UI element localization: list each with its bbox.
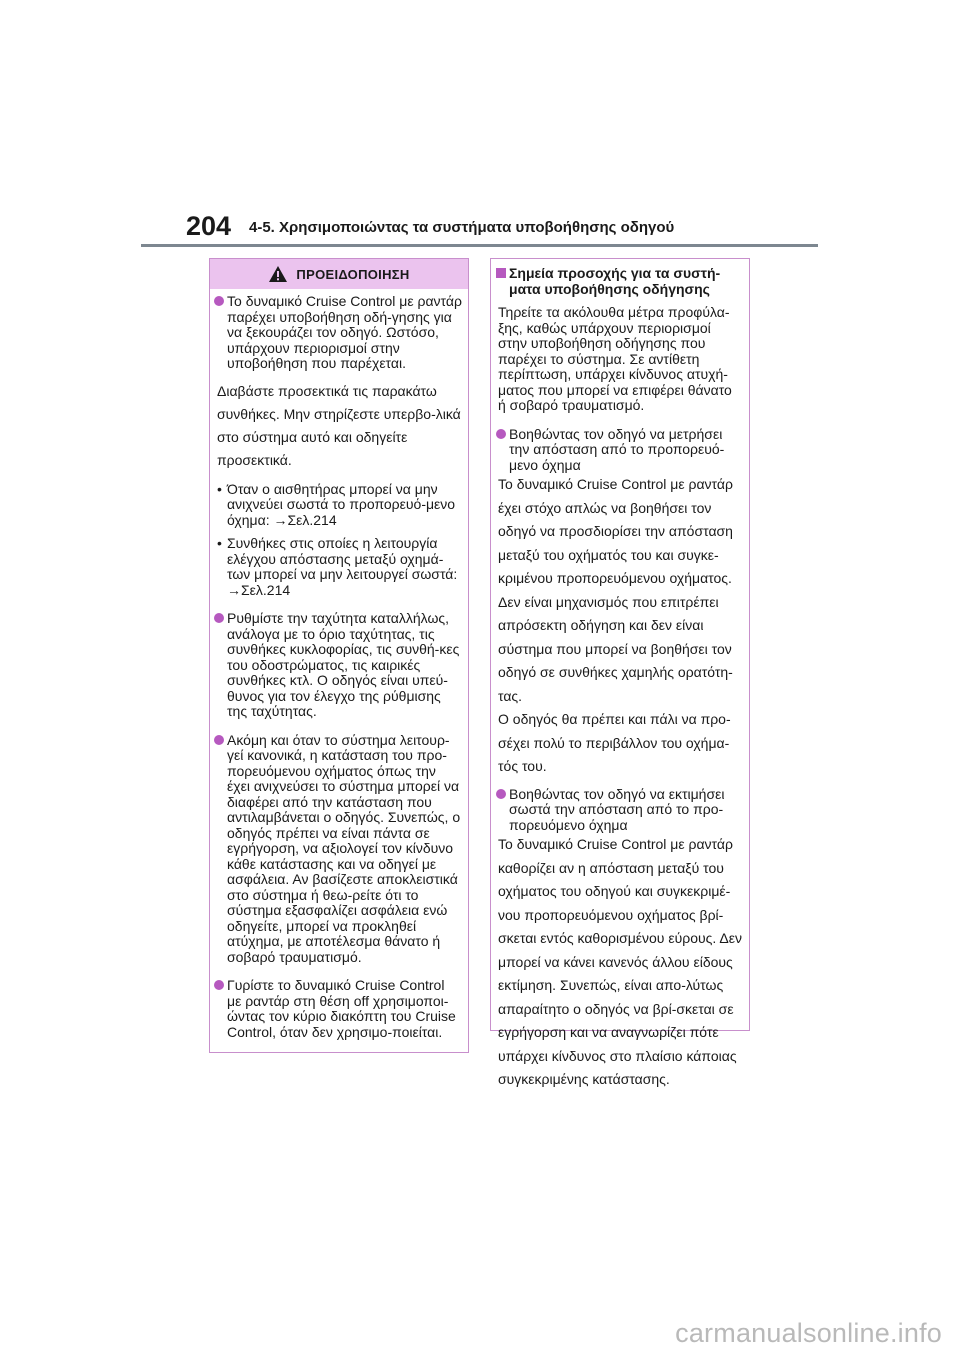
watermark: carmanualsonline.info	[675, 1318, 942, 1348]
square-bullet-icon	[496, 268, 506, 278]
warning-bullet: Ακόμη και όταν το σύστημα λειτουρ-γεί κανονικά, η κατάσταση του προ-πορευόμενου οχήματος όπως την έχει ανιχνεύσει το σύστημα μπορεί να διαφέρει από την κατάσταση που αντιλαμβάνεται ο οδηγός. Συνεπώς, ο οδηγός πρέπει να είναι πάντα σε εγρήγορση, να αξιολογεί τον κίνδυνο κάθε κατάστασης και να οδηγεί με ασφάλεια. Αν βασίζεστε αποκλειστικά στο σύστημα ή θεω-ρείτε ότι το σύστημα εξασφαλίζει ασφάλεια ενώ οδηγείτε, μπορεί να προκληθεί ατύχημα, με αποτέλεσμα θάνατο ή σοβαρό τραυματισμό.	[210, 733, 462, 966]
bullet-dot-icon	[214, 296, 224, 306]
warning-bullet: Γυρίστε το δυναμικό Cruise Control με ραντάρ στη θέση off χρησιμοποι-ώντας τον κύριο διακόπτη του Cruise Control, όταν δεν χρησιμο-ποιείται.	[210, 978, 462, 1040]
warning-box	[209, 258, 469, 1053]
info-paragraph: Το δυναμικό Cruise Control με ραντάρ καθορίζει αν η απόσταση μεταξύ του οχήματος του οδηγού και συγκεκριμέ-νου προπορευόμενου οχήματος βρί-σκεται εντός καθορισμένου εύρους. Δεν μπορεί να κάνει κανενός άλλου είδους εκτίμηση. Συνεπώς, είναι απο-λύτως απαραίτητο ο οδηγός να βρί-σκεται σε εγρήγορση και να αναγνωρίζει πότε υπάρχει κίνδυνος στο πλαίσιο κάποιας συγκεκριμένης κατάστασης.	[498, 836, 743, 1087]
bullet-dot-icon	[214, 980, 224, 990]
info-bullet: Βοηθώντας τον οδηγό να μετρήσει την απόσταση από το προπορευό-μενο όχημα	[491, 427, 743, 474]
warning-bullet: Ρυθμίστε την ταχύτητα καταλλήλως, ανάλογα με το όριο ταχύτητας, τις συνθήκες κυκλοφορίας, τις συνθή-κες του οδοστρώματος, τις καιρικές συνθήκες κτλ. Ο οδηγός είναι υπεύ-θυνος για τον έλεγχο της ρύθμισης της ταχύτητας.	[210, 611, 462, 720]
warning-triangle-icon	[268, 265, 288, 283]
warning-read-paragraph: Διαβάστε προσεκτικά τις παρακάτω συνθήκες. Μην στηρίζεστε υπερβο-λικά στο σύστημα αυτό και οδηγείτε προσεκτικά.	[217, 382, 461, 468]
header-divider	[141, 244, 818, 247]
info-paragraph: Ο οδηγός θα πρέπει και πάλι να προ-σέχει πολύ το περιβάλλον του οχήμα-τός του.	[498, 711, 731, 774]
bullet-dot-icon	[214, 613, 224, 623]
warning-sub-item: • Συνθήκες στις οποίες η λειτουργία ελέγχου απόστασης μεταξύ οχημά-των μπορεί να μην λειτουργεί σωστά: →Σελ.214	[217, 535, 458, 598]
info-body	[491, 259, 749, 1092]
info-paragraph: Το δυναμικό Cruise Control με ραντάρ έχει στόχο απλώς να βοηθήσει τον οδηγό να προσδιορίσει την απόσταση μεταξύ του οχήματός του και συγκε-κριμένου προπορευόμενου οχήματος. Δεν είναι μηχανισμός που επιτρέπει απρόσεκτη οδήγηση και δεν είναι σύστημα που μπορεί να βοηθήσει τον οδηγό σε συνθήκες χαμηλής ορατότη-τας.	[498, 476, 733, 704]
page-number: 204	[186, 211, 232, 241]
warning-intro-bullet: Το δυναμικό Cruise Control με ραντάρ παρέχει υποβοήθηση οδή-γησης για να ξεκουράζει τον οδηγό. Ωστόσο, υπάρχουν περιορισμοί στην υποβοήθηση που παρέχεται.	[210, 294, 462, 372]
warning-body	[210, 289, 468, 1040]
section-title: 4-5. Χρησιμοποιώντας τα συστήματα υποβοήθησης οδηγού	[249, 219, 675, 236]
warning-title: ΠΡΟΕΙΔΟΠΟΙΗΣΗ	[296, 266, 410, 282]
warning-header	[210, 259, 468, 289]
info-bullet: Βοηθώντας τον οδηγό να εκτιμήσει σωστά την απόσταση από το προ-πορευόμενο όχημα	[491, 787, 743, 834]
warning-sub-item: • Όταν ο αισθητήρας μπορεί να μην ανιχνεύει σωστά το προπορευό-μενο όχημα: →Σελ.214	[217, 480, 456, 528]
bullet-dot-icon	[214, 735, 224, 745]
info-intro: Τηρείτε τα ακόλουθα μέτρα προφύλα-ξης, καθώς υπάρχουν περιορισμοί στην υποβοήθηση οδήγησης που παρέχει το σύστημα. Σε αντίθετη περίπτωση, υπάρχει κίνδυνος ατυχή-ματος που μπορεί να επιφέρει θάνατο ή σοβαρό τραυματισμό.	[498, 304, 732, 413]
info-title: Σημεία προσοχής για τα συστή-ματα υποβοήθησης οδήγησης	[491, 265, 743, 297]
bullet-dot-icon	[496, 789, 506, 799]
info-box	[490, 258, 750, 1087]
bullet-dot-icon	[496, 429, 506, 439]
